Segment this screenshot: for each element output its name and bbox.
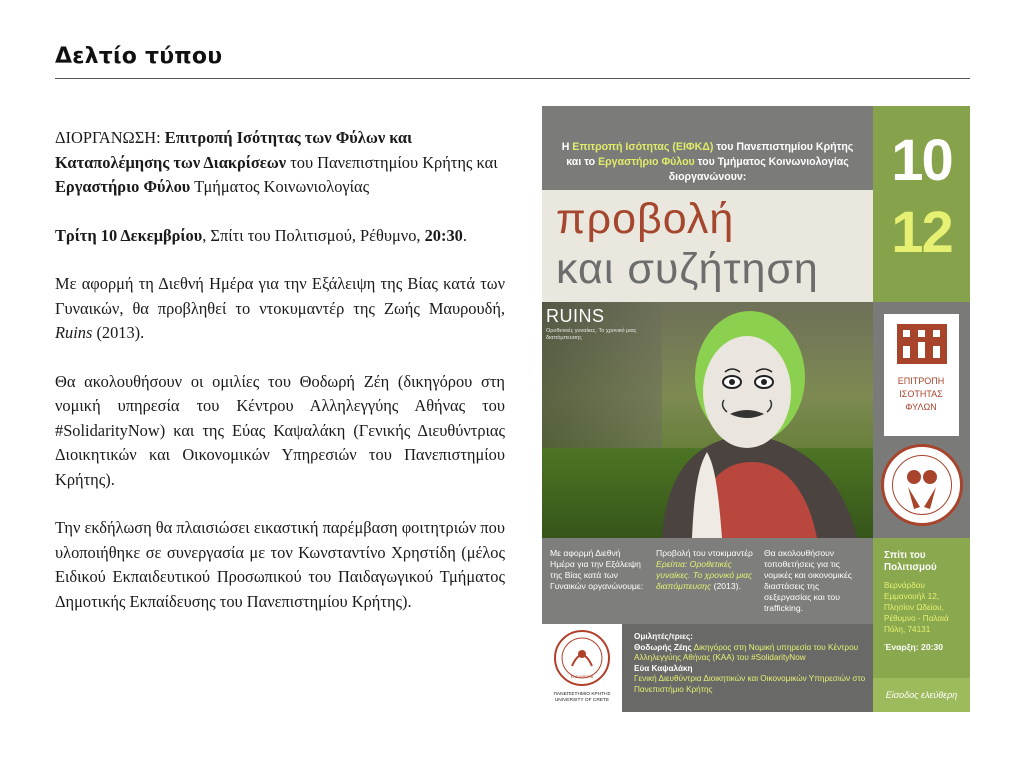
poster-title-line2: και συζήτηση [556, 245, 819, 293]
lab-name: Εργαστήριο Φύλου [55, 177, 191, 196]
date-paragraph: Τρίτη 10 Δεκεμβρίου, Σπίτι του Πολιτισμού, Ρέθυμνο, 20:30. [55, 225, 467, 245]
speakers-paragraph: Θα ακολουθήσουν οι ομιλίες του Θοδωρή Ζέη (δικηγόρου στη νομική υπηρεσία του Κέντρου Αλληλεγγύης Αθήνας του #SolidarityNow) και της Εύας Καψαλάκη (Γενικής Διευθύντριας Διοικητικών και Οικονομικών Υπηρεσιών του Πανεπιστημίου Κρήτης). [55, 371, 505, 489]
poster-photo [542, 302, 873, 538]
svg-text:ΦΥΛΩΝ: ΦΥΛΩΝ [905, 402, 937, 412]
committee-logo [884, 314, 959, 436]
event-time: 20:30 [424, 225, 463, 245]
svg-text:ΕΛΕΥΘΕΡΙΑ: ΕΛΕΥΘΕΡΙΑ [570, 674, 594, 679]
venue-title: Σπίτι του Πολιτισμού [884, 550, 937, 573]
svg-text:ΙΣΟΤΗΤΑΣ: ΙΣΟΤΗΤΑΣ [899, 389, 943, 399]
film-logo-subtitle: Οροθετικές γυναίκες. Το χρονικό μιας διαπόμπευσης [546, 328, 637, 341]
poster-month: 12 [891, 200, 952, 265]
svg-text:ΕΠΙΤΡΟΠΗ: ΕΠΙΤΡΟΠΗ [897, 376, 945, 386]
art-paragraph: Την εκδήλωση θα πλαισιώσει εικαστική παρέμβαση φοιτητριών που υλοποιήθηκε σε συνεργασία με τον Κωνσταντίνο Χρηστίδη (μέλος Ειδικού Εκπαιδευτικού Προσωπικού του Παιδαγωγικού Τμήματος Δημοτικής Εκπαίδευσης του Πανεπιστημίου Κρήτης). [55, 518, 505, 611]
page-title: Δελτίο τύπου [55, 44, 223, 69]
press-release-body [55, 126, 505, 638]
poster-day: 10 [891, 128, 952, 193]
organizers-paragraph: ΔΙΟΡΓΑΝΩΣΗ: Επιτροπή Ισότητας των Φύλων και Καταπολέμησης των Διακρίσεων του Πανεπιστημίου Κρήτης και Εργαστήριο Φύλου Τμήματος Κοινωνιολογίας [55, 128, 498, 196]
film-logo: RUINS [546, 306, 605, 326]
title-divider [55, 78, 970, 79]
university-seal-icon [554, 630, 610, 686]
poster-info-occasion: Με αφορμή Διεθνή Ημέρα για την Εξάλειψη της Βίας κατά των Γυναικών οργανώνουμε: [550, 548, 644, 591]
event-poster [542, 106, 970, 712]
poster-info-discussion: Θα ακολουθήσουν τοποθετήσεις για τις νομικές και οικονομικές διαστάσεις της σεξεργασίας και του trafficking. [764, 548, 852, 613]
event-date: Τρίτη 10 Δεκεμβρίου [55, 225, 203, 245]
poster-speakers: Ομιλητές/τριες: Θοδωρής Ζέης Δικηγόρος στη Νομική υπηρεσία του Κέντρου Αλληλεγγύης Αθήνας (ΚΑΑ) του #SolidarityNow Εύα Καψαλάκη Γενική Διευθύντρια Διοικητικών και Οικονομικών Υπηρεσιών στο Πανεπιστήμιο Κρήτης [634, 632, 866, 694]
venue-start-time: Έναρξη: 20:30 [884, 642, 944, 652]
gender-lab-logo [881, 444, 963, 526]
poster-header: Η Επιτροπή Ισότητας (ΕΙΦΚΔ) του Πανεπιστημίου Κρήτης και το Εργαστήριο Φύλου του Τμήματος Κοινωνιολογίας διοργανώνουν: [542, 106, 873, 190]
committee-name: Επιτροπή Ισότητας των Φύλων και Καταπολέμησης των Διακρίσεων [55, 128, 413, 172]
free-entry-label: Είσοδος ελεύθερη [873, 678, 970, 712]
venue-address: Βερνάρδου Εμμανουήλ 12, Πλησίον Ωδείου, Ρέθυμνο - Παλαιά Πόλη, 74131 [884, 581, 949, 634]
poster-info-screening: Προβολή του ντοκιμαντέρ Ερείπια: Οροθετικές γυναίκες. Το χρονικό μιας διαπόμπευσης (2013). [656, 548, 753, 591]
poster-title-line1: προβολή [556, 195, 735, 243]
screening-paragraph: Με αφορμή τη Διεθνή Ημέρα για την Εξάλειψη της Βίας κατά των Γυναικών, θα προβληθεί το ντοκυμαντέρ της Ζωής Μαυρουδή, Ruins (2013). [55, 274, 505, 342]
film-title: Ruins [55, 323, 93, 342]
university-name: ΠΑΝΕΠΙΣΤΗΜΙΟ ΚΡΗΤΗΣ UNIVERSITY OF CRETE [553, 692, 611, 703]
